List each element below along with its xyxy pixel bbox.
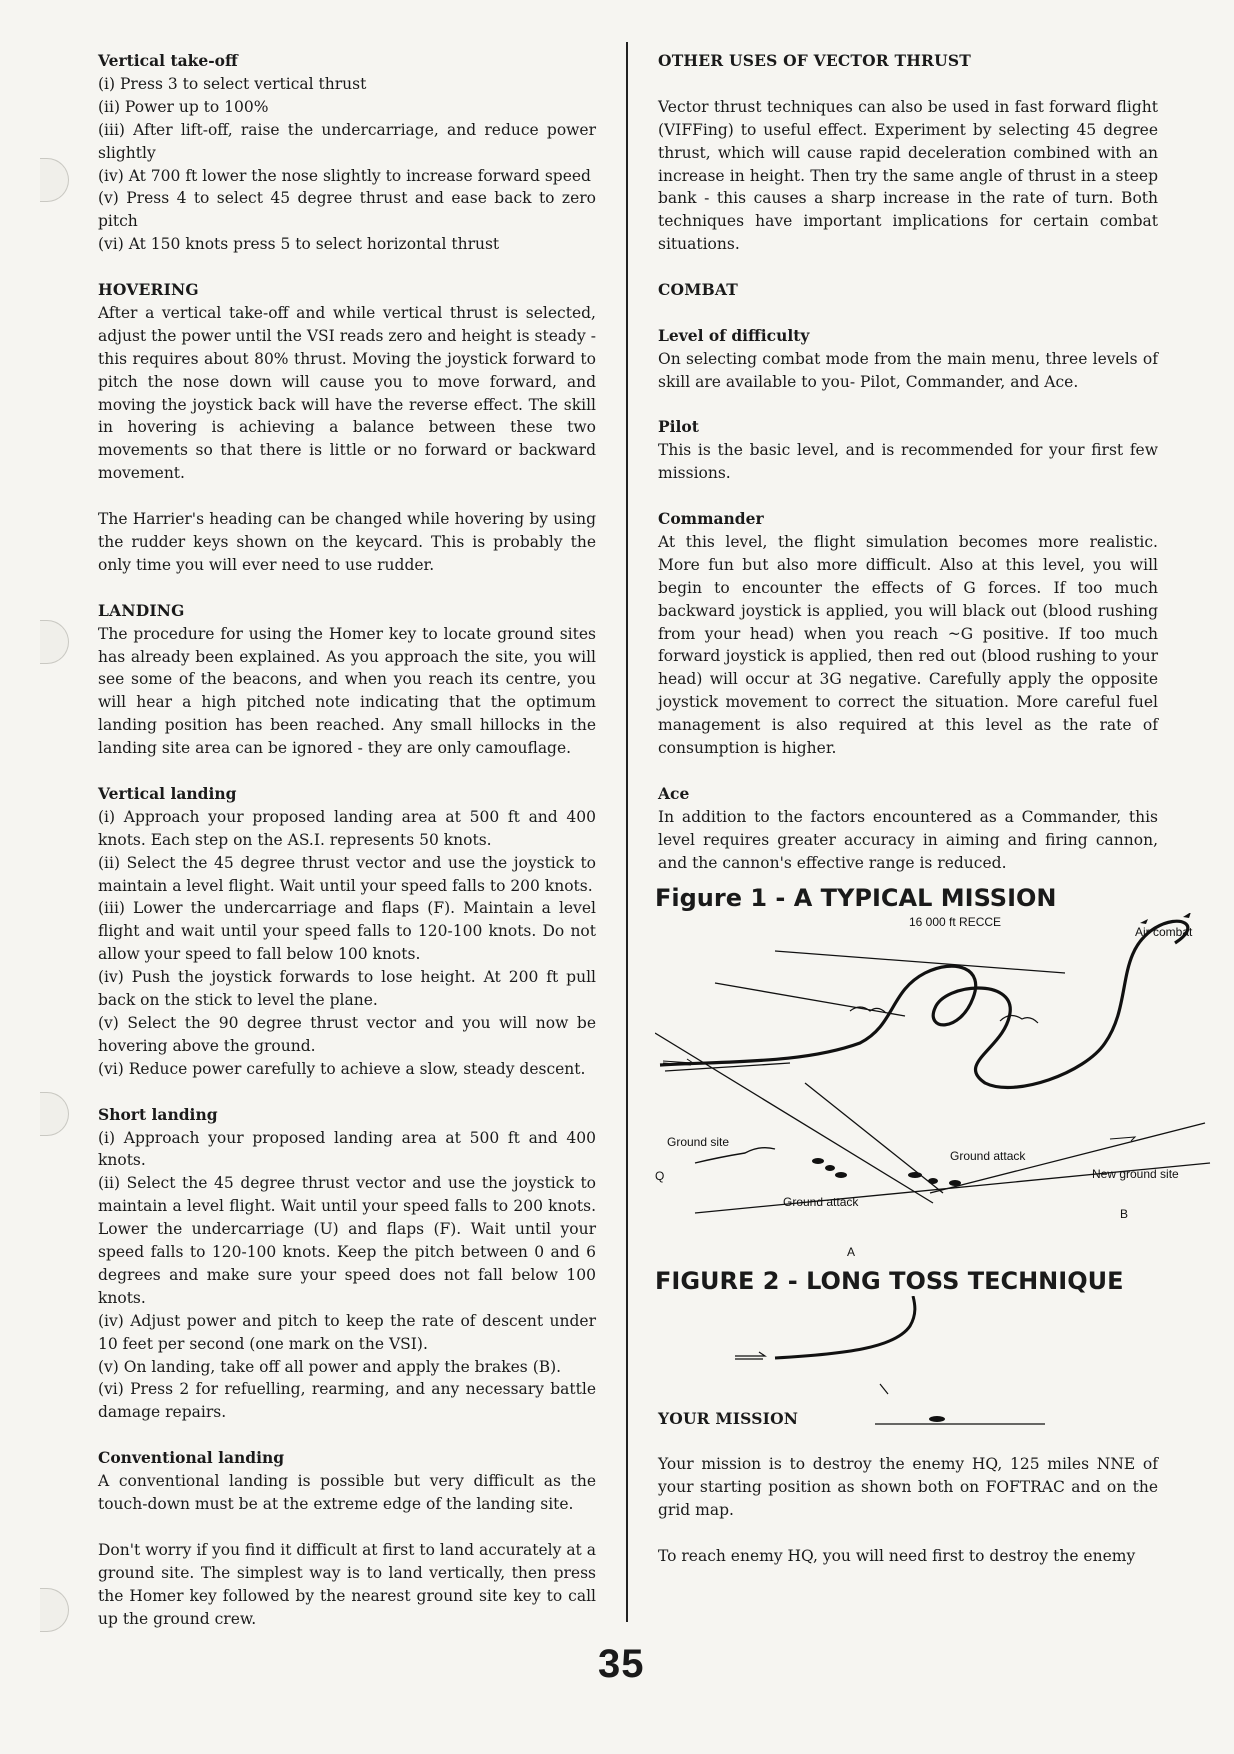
combat-heading: COMBAT [658, 280, 739, 300]
bomb-path [880, 1384, 888, 1394]
typical-mission-diagram [655, 913, 1215, 1258]
conventional-landing-paragraph: A conventional landing is possible but very difficult as the touch-down must be at the extreme edge of the landing site. [98, 1472, 596, 1513]
toss-trajectory [775, 1296, 915, 1358]
vl-step: (v) Select the 90 degree thrust vector and you will now be hovering above the ground. [98, 1014, 596, 1055]
other-uses-heading: OTHER USES OF VECTOR THRUST [658, 51, 971, 70]
figure-2 [655, 1266, 1158, 1426]
commander-heading: Commander [658, 509, 764, 529]
hovering-section [98, 279, 596, 577]
mission-heading: YOUR MISSION [658, 1408, 799, 1428]
ground-target [928, 1178, 938, 1184]
b-label: B [1120, 1206, 1129, 1221]
vertical-takeoff-section [98, 50, 596, 256]
hovering-paragraph: After a vertical take-off and while vertical thrust is selected, adjust the power until the VSI reads zero and height is steady - this requires about 80% thrust. Moving the joystick forward to pitch the nose down will cause you to move forward, and moving the joystick back will have the reverse effect. The skill in hovering is achieving a balance between these two movements so that there is little or no forward or backward movement. [98, 303, 596, 483]
figure-1 [655, 883, 1193, 1259]
vl-step: (i) Approach your proposed landing area at 500 ft and 400 knots. Each step on the AS.I. represents 50 knots. [98, 807, 596, 849]
page-number: 35 [598, 1642, 645, 1686]
aircraft-icon [1183, 913, 1191, 918]
binder-hole [40, 1092, 69, 1136]
a-label: A [847, 1244, 856, 1259]
vertical-landing-section [98, 783, 596, 1081]
vl-step: (iii) Lower the undercarriage and flaps (F). Maintain a level flight and wait until your speed falls to 120-100 knots. Do not allow your speed to fall below 100 knots. [98, 899, 596, 964]
left-column [98, 50, 596, 1653]
difficulty-heading: Level of difficulty [658, 325, 810, 345]
vto-step: (iii) After lift-off, raise the undercarriage, and reduce power slightly [98, 120, 596, 162]
ground-target [825, 1165, 835, 1171]
flight-path [660, 921, 1188, 1087]
air-combat-label: Air combat [1135, 924, 1193, 939]
pilot-paragraph: This is the basic level, and is recommended for your first few missions. [658, 441, 1158, 483]
vto-step: (i) Press 3 to select vertical thrust [98, 74, 367, 93]
binder-hole [40, 1588, 69, 1632]
aircraft-icon [1110, 1137, 1135, 1141]
landing-section [98, 600, 596, 760]
sl-step: (iv) Adjust power and pitch to keep the rate of descent under 10 feet per second (one mark on the VSI). [98, 1311, 596, 1353]
conventional-landing-heading: Conventional landing [98, 1448, 285, 1468]
vector-thrust-section [658, 50, 1158, 256]
column-divider [626, 42, 628, 1622]
pilot-heading: Pilot [658, 417, 699, 437]
q-label: Q [655, 1168, 665, 1183]
vto-step: (iv) At 700 ft lower the nose slightly to increase forward speed [98, 166, 591, 185]
difficulty-paragraph: On selecting combat mode from the main menu, three levels of skill are available to you- Pilot, Commander, and Ace. [658, 349, 1158, 391]
binder-hole [40, 158, 69, 202]
sl-step: (i) Approach your proposed landing area at 500 ft and 400 knots. [98, 1128, 596, 1170]
sl-step: (vi) Press 2 for refuelling, rearming, and any necessary battle damage repairs. [98, 1380, 596, 1422]
vto-step: (vi) At 150 knots press 5 to select horizontal thrust [98, 235, 500, 254]
short-landing-heading: Short landing [98, 1104, 218, 1124]
ground-target [812, 1158, 824, 1164]
grid-line [775, 951, 1065, 973]
grid-line [715, 983, 905, 1016]
vl-step: (iv) Push the joystick forwards to lose height. At 200 ft pull back on the stick to level the plane. [98, 968, 596, 1010]
vto-step: (v) Press 4 to select 45 degree thrust and ease back to zero pitch [98, 189, 596, 231]
sl-step: (v) On landing, take off all power and apply the brakes (B). [98, 1357, 562, 1376]
reach-hq-paragraph: To reach enemy HQ, you will need first to destroy the enemy [658, 1546, 1136, 1565]
figure-2-title: FIGURE 2 - LONG TOSS TECHNIQUE [655, 1266, 1124, 1295]
ground-target [835, 1172, 847, 1178]
vto-step: (ii) Power up to 100% [98, 97, 269, 116]
ground-attack-label: Ground attack [950, 1148, 1026, 1163]
ground-target [949, 1180, 961, 1186]
mission-paragraph: Your mission is to destroy the enemy HQ, 125 miles NNE of your starting position as shown both on FOFTRAC and on the grid map. [658, 1455, 1158, 1520]
ace-paragraph: In addition to the factors encountered as a Commander, this level requires greater accuracy in aiming and firing cannon, and the cannon's effective range is reduced. [658, 807, 1158, 872]
vertical-takeoff-heading: Vertical take-off [98, 51, 238, 70]
aircraft-icon [735, 1352, 765, 1359]
ace-heading: Ace [658, 783, 690, 803]
ground-target [908, 1172, 922, 1178]
conventional-landing-section [98, 1447, 596, 1516]
figure-1-title: Figure 1 - A TYPICAL MISSION [655, 883, 1057, 912]
long-toss-diagram [655, 1296, 1215, 1426]
ground-target [929, 1416, 945, 1422]
other-uses-paragraph: Vector thrust techniques can also be used in fast forward flight (VIFFing) to useful effect. Experiment by selecting 45 degree thrust, which will cause rapid deceleration combined with an increase in height. Then try the same angle of thrust in a steep bank - this causes a sharp increase in the rate of turn. Both techniques have important implications for certain combat situations. [658, 97, 1158, 254]
landing-heading: LANDING [98, 600, 185, 620]
ground-site-advice-paragraph: Don't worry if you find it difficult at first to land accurately at a ground site. The simplest way is to land vertically, then press the Homer key followed by the nearest ground site key to call up the ground crew. [98, 1540, 596, 1628]
ground-site-label: Ground site [667, 1134, 730, 1149]
hovering-heading: HOVERING [98, 280, 199, 300]
hovering-paragraph: The Harrier's heading can be changed while hovering by using the rudder keys shown on the keycard. This is probably the only time you will ever need to use rudder. [98, 510, 596, 574]
binder-hole [40, 620, 69, 664]
vl-step: (ii) Select the 45 degree thrust vector and use the joystick to maintain a level flight. Wait until your speed falls to 200 knots. [98, 853, 596, 895]
vertical-landing-heading: Vertical landing [98, 783, 237, 803]
new-ground-site-label: New ground site [1092, 1166, 1179, 1181]
short-landing-section [98, 1104, 596, 1425]
sl-step: (ii) Select the 45 degree thrust vector and use the joystick to maintain a level flight. Wait until your speed falls to 200 knots. Lower the undercarriage (U) and flaps (F). Wait until your speed falls to 120-100 knots. Keep the pitch between 0 and 6 degrees and make sure your speed does not fall below 100 knots. [98, 1174, 596, 1307]
landing-paragraph: The procedure for using the Homer key to locate ground sites has already been explained. As you approach the site, you will see some of the beacons, and when you reach its centre, you will hear a high pitched note indicating that the optimum landing position has been reached. Any small hillocks in the landing site area can be ignored - they are only camouflage. [98, 624, 596, 758]
vl-step: (vi) Reduce power carefully to achieve a slow, steady descent. [98, 1059, 586, 1078]
right-column [655, 50, 1193, 1591]
recce-label: 16 000 ft RECCE [909, 914, 1002, 929]
commander-paragraph: At this level, the flight simulation becomes more realistic. More fun but also more difficult. Also at this level, you will begin to encounter the effects of G forces. If too much backward joystick is applied, you will black out (blood rushing from your head) when you reach ~G positive. If too much forward joystick is applied, then red out (blood rushing to your head) will occur at 3G negative. Carefully apply the opposite joystick movement to correct the situation. More careful fuel management is also required at this level as the rate of consumption is higher. [658, 532, 1158, 758]
hill [1000, 1015, 1038, 1023]
ground-attack-label: Ground attack [783, 1194, 859, 1209]
